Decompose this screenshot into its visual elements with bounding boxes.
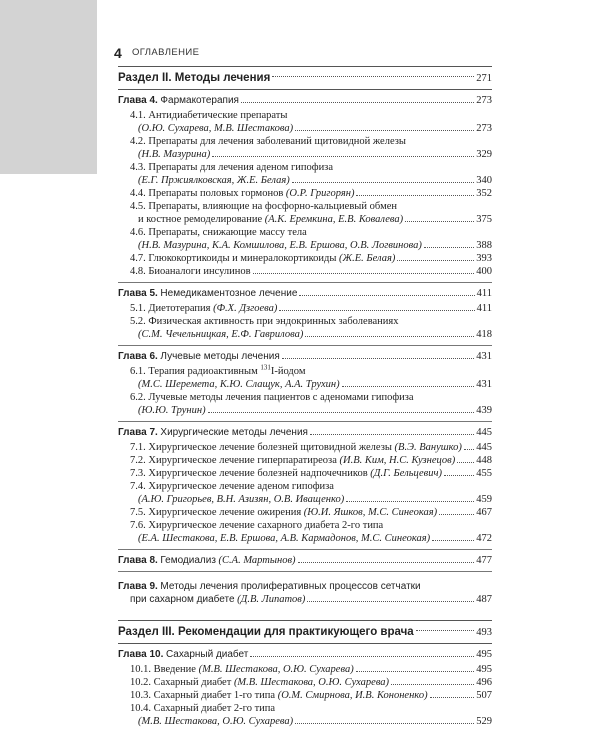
leader-dots: [391, 684, 474, 685]
chapter-9-page: 487: [476, 594, 492, 605]
entry-7-6-title: 7.6. Хирургическое лечение сахарного диабета 2-го типа: [130, 520, 384, 531]
chapter-8-label: Глава 8.: [118, 555, 158, 566]
entry-4-8-page: 400: [476, 266, 492, 277]
chapter-7-label: Глава 7.: [118, 427, 158, 438]
entry-6-2[interactable]: [118, 404, 492, 417]
entry-6-1-authors: (М.С. Шеремета, К.Ю. Слащук, А.А. Трухин): [138, 379, 340, 390]
entry-6-1-page: 431: [476, 379, 492, 390]
leader-dots: [444, 475, 474, 476]
chapter-6-row[interactable]: [118, 350, 492, 363]
section-2-row[interactable]: [118, 66, 492, 90]
entry-4-1[interactable]: [118, 122, 492, 135]
leader-dots: [424, 247, 474, 248]
chapter-4-title: Фармакотерапия: [160, 95, 239, 106]
entry-4-8[interactable]: [118, 265, 492, 278]
chapter-5-row[interactable]: [118, 287, 492, 300]
leader-dots: [292, 182, 475, 183]
leader-dots: [397, 260, 474, 261]
entry-10-2[interactable]: [118, 676, 492, 689]
entry-4-8-title: 4.8. Биоаналоги инсулинов: [130, 266, 251, 277]
chapter-10-page: 495: [476, 649, 492, 660]
entry-10-3-authors: (О.М. Смирнова, И.В. Кононенко): [277, 690, 428, 701]
entry-10-3[interactable]: [118, 689, 492, 702]
entry-7-1-authors: (В.Э. Ванушко): [394, 442, 462, 453]
chapter-6-label: Глава 6.: [118, 351, 158, 362]
entry-4-7[interactable]: [118, 252, 492, 265]
entry-4-5-page: 375: [476, 214, 492, 225]
chapter-7-page: 445: [476, 427, 492, 438]
entry-4-3-authors: (Е.Г. Пржиялковская, Ж.Е. Белая): [138, 175, 290, 186]
entry-4-1-authors: (О.Ю. Сухарева, М.В. Шестакова): [138, 123, 294, 134]
entry-5-2[interactable]: [118, 328, 492, 341]
chapter-8-row[interactable]: [118, 554, 492, 567]
chapter-7: [118, 422, 492, 550]
leader-dots: [346, 501, 474, 502]
entry-5-1-title: 5.1. Диетотерапия: [130, 303, 211, 314]
chapter-7-title: Хирургические методы лечения: [160, 427, 308, 438]
entry-7-3-authors: (Д.Г. Бельцевич): [370, 468, 442, 479]
leader-dots: [432, 540, 474, 541]
leader-dots: [253, 273, 475, 274]
entry-6-1[interactable]: [118, 378, 492, 391]
entry-6-2-authors: (Ю.Ю. Трунин): [138, 405, 206, 416]
leader-dots: [430, 697, 475, 698]
entry-4-3[interactable]: [118, 174, 492, 187]
entry-10-1[interactable]: [118, 663, 492, 676]
entry-7-1[interactable]: [118, 441, 492, 454]
chapter-10: [118, 644, 492, 732]
entry-7-2[interactable]: [118, 454, 492, 467]
entry-4-2-title: 4.2. Препараты для лечения заболеваний щитовидной железы: [130, 136, 406, 147]
entry-4-5-title: 4.5. Препараты, влияющие на фосфорно-кальциевый обмен: [130, 201, 397, 212]
leader-dots: [241, 102, 474, 103]
entry-7-4-page: 459: [476, 494, 492, 505]
entry-10-4-page: 529: [476, 716, 492, 727]
entry-10-2-authors: (М.В. Шестакова, О.Ю. Сухарева): [233, 677, 390, 688]
chapter-8-title: Гемодиализ: [160, 555, 216, 566]
section-2-title: Раздел II. Методы лечения: [118, 72, 271, 84]
entry-7-4-authors: (А.Ю. Григорьев, В.Н. Азизян, О.В. Иващенко): [138, 494, 345, 505]
entry-10-1-page: 495: [476, 664, 492, 675]
leader-dots: [356, 195, 474, 196]
entry-4-4-title: 4.4. Препараты половых гормонов: [130, 188, 284, 199]
entry-4-4-authors: (О.Р. Григорян): [285, 188, 355, 199]
chapter-9-title-cont: при сахарном диабете: [130, 594, 235, 605]
entry-6-1-title-b: I-йодом: [270, 366, 306, 377]
chapter-6-page: 431: [476, 351, 492, 362]
chapter-8-page: 477: [476, 555, 492, 566]
leader-dots: [342, 386, 475, 387]
entry-7-2-authors: (И.В. Ким, Н.С. Кузнецов): [339, 455, 456, 466]
leader-dots: [457, 462, 474, 463]
entry-4-5[interactable]: [118, 213, 492, 226]
entry-5-2-page: 418: [476, 329, 492, 340]
entry-10-4-title: 10.4. Сахарный диабет 2-го типа: [130, 703, 276, 714]
entry-6-1-title: [118, 365, 492, 378]
leader-dots: [464, 449, 474, 450]
entry-10-4[interactable]: [118, 715, 492, 728]
section-3-page: 493: [476, 626, 492, 638]
chapter-10-title: Сахарный диабет: [165, 649, 249, 660]
chapter-4: [118, 90, 492, 283]
entry-4-6-title: 4.6. Препараты, снижающие массу тела: [130, 227, 307, 238]
entry-7-1-title: 7.1. Хирургическое лечение болезней щитовидной железы: [130, 442, 392, 453]
entry-4-7-authors: (Ж.Е. Белая): [339, 253, 396, 264]
chapter-5-title: Немедикаментозное лечение: [160, 288, 298, 299]
entry-4-7-page: 393: [476, 253, 492, 264]
entry-4-4-page: 352: [476, 188, 492, 199]
gray-edge-tab: [0, 0, 97, 174]
entry-7-5[interactable]: [118, 506, 492, 519]
chapter-8: [118, 550, 492, 572]
chapter-8-authors: (С.А. Мартынов): [218, 555, 296, 566]
entry-10-2-page: 496: [476, 677, 492, 688]
chapter-9-label: Глава 9.: [118, 581, 158, 592]
entry-5-2-authors: (С.М. Чечельницкая, Е.Ф. Гаврилова): [138, 329, 304, 340]
entry-10-1-title: 10.1. Введение: [130, 664, 196, 675]
chapter-5-page: 411: [476, 288, 492, 299]
entry-4-3-title: 4.3. Препараты для лечения аденом гипофиза: [130, 162, 333, 173]
chapter-9-title-line: [118, 580, 492, 593]
table-of-contents: [118, 66, 492, 732]
chapter-4-label: Глава 4.: [118, 95, 158, 106]
entry-6-2-title: 6.2. Лучевые методы лечения пациентов с аденомами гипофиза: [130, 392, 414, 403]
leader-dots: [299, 295, 474, 296]
page-number: 4: [114, 45, 122, 61]
entry-10-1-authors: (М.В. Шестакова, О.Ю. Сухарева): [198, 664, 354, 675]
entry-7-4-title: 7.4. Хирургическое лечение аденом гипофиза: [130, 481, 334, 492]
leader-dots: [295, 130, 474, 131]
running-header: ОГЛАВЛЕНИЕ: [132, 47, 200, 58]
leader-dots: [208, 412, 475, 413]
section-2-page: 271: [476, 72, 492, 84]
entry-7-3[interactable]: [118, 467, 492, 480]
entry-7-2-page: 448: [476, 455, 492, 466]
isotope-superscript: 131: [260, 363, 271, 372]
entry-4-2-page: 329: [476, 149, 492, 160]
entry-7-3-page: 455: [476, 468, 492, 479]
leader-dots: [212, 156, 474, 157]
entry-4-6-page: 388: [476, 240, 492, 251]
entry-5-1[interactable]: [118, 302, 492, 315]
leader-dots: [305, 336, 474, 337]
entry-4-6-authors: (Н.В. Мазурина, К.А. Комшилова, Е.В. Ершова, О.В. Логвинова): [138, 240, 422, 251]
chapter-7-row[interactable]: [118, 426, 492, 439]
entry-10-3-title: 10.3. Сахарный диабет 1-го типа: [130, 690, 276, 701]
section-3-row[interactable]: [118, 620, 492, 644]
entry-5-2-title: 5.2. Физическая активность при эндокринных заболеваниях: [130, 316, 399, 327]
leader-dots: [307, 601, 474, 602]
leader-dots: [416, 630, 475, 631]
entry-4-4[interactable]: [118, 187, 492, 200]
leader-dots: [250, 656, 474, 657]
chapter-10-row[interactable]: [118, 648, 492, 661]
entry-4-1-page: 273: [476, 123, 492, 134]
chapter-5-label: Глава 5.: [118, 288, 158, 299]
leader-dots: [298, 562, 475, 563]
leader-dots: [439, 514, 474, 515]
entry-7-2-title: 7.2. Хирургическое лечение гиперпаратиреоза: [130, 455, 337, 466]
leader-dots: [310, 434, 474, 435]
entry-4-2[interactable]: [118, 148, 492, 161]
leader-dots: [272, 76, 474, 77]
section-3-title: Раздел III. Рекомендации для практикующего врача: [118, 626, 414, 638]
entry-6-1-title-a: 6.1. Терапия радиоактивным: [130, 366, 261, 377]
entry-4-5-authors: (А.К. Еремкина, Е.В. Ковалева): [264, 214, 404, 225]
entry-6-2-page: 439: [476, 405, 492, 416]
entry-7-6-authors: (Е.А. Шестакова, Е.В. Ершова, А.В. Кармадонов, М.С. Синеокая): [138, 533, 431, 544]
chapter-4-row[interactable]: [118, 94, 492, 107]
entry-4-2-authors: (Н.В. Мазурина): [138, 149, 211, 160]
chapter-9-row[interactable]: [118, 593, 492, 606]
chapter-9: [118, 572, 492, 610]
chapter-9-title: Методы лечения пролиферативных процессов сетчатки: [160, 581, 421, 592]
entry-4-3-page: 340: [476, 175, 492, 186]
chapter-10-label: Глава 10.: [118, 649, 164, 660]
chapter-6-title: Лучевые методы лечения: [160, 351, 280, 362]
entry-7-4[interactable]: [118, 493, 492, 506]
entry-4-5-title-cont: и костное ремоделирование: [138, 214, 263, 225]
chapter-9-authors: (Д.В. Липатов): [237, 594, 306, 605]
chapter-4-page: 273: [476, 95, 492, 106]
entry-4-1-title: 4.1. Антидиабетические препараты: [130, 110, 288, 121]
entry-7-6[interactable]: [118, 532, 492, 545]
entry-10-3-page: 507: [476, 690, 492, 701]
entry-7-5-authors: (Ю.И. Яшков, М.С. Синеокая): [303, 507, 438, 518]
chapter-6: [118, 346, 492, 422]
leader-dots: [279, 310, 474, 311]
entry-5-1-authors: (Ф.Х. Дзгоева): [213, 303, 278, 314]
entry-5-1-page: 411: [476, 303, 492, 314]
entry-7-5-page: 467: [476, 507, 492, 518]
leader-dots: [405, 221, 474, 222]
entry-7-6-page: 472: [476, 533, 492, 544]
entry-7-3-title: 7.3. Хирургическое лечение болезней надпочечников: [130, 468, 368, 479]
entry-7-1-page: 445: [476, 442, 492, 453]
leader-dots: [295, 723, 474, 724]
leader-dots: [282, 358, 474, 359]
entry-10-4-authors: (М.В. Шестакова, О.Ю. Сухарева): [138, 716, 294, 727]
entry-4-7-title: 4.7. Глюкокортикоиды и минералокортикоиды: [130, 253, 337, 264]
entry-4-6[interactable]: [118, 239, 492, 252]
leader-dots: [356, 671, 475, 672]
entry-7-5-title: 7.5. Хирургическое лечение ожирения: [130, 507, 302, 518]
entry-10-2-title: 10.2. Сахарный диабет: [130, 677, 232, 688]
chapter-5: [118, 283, 492, 346]
